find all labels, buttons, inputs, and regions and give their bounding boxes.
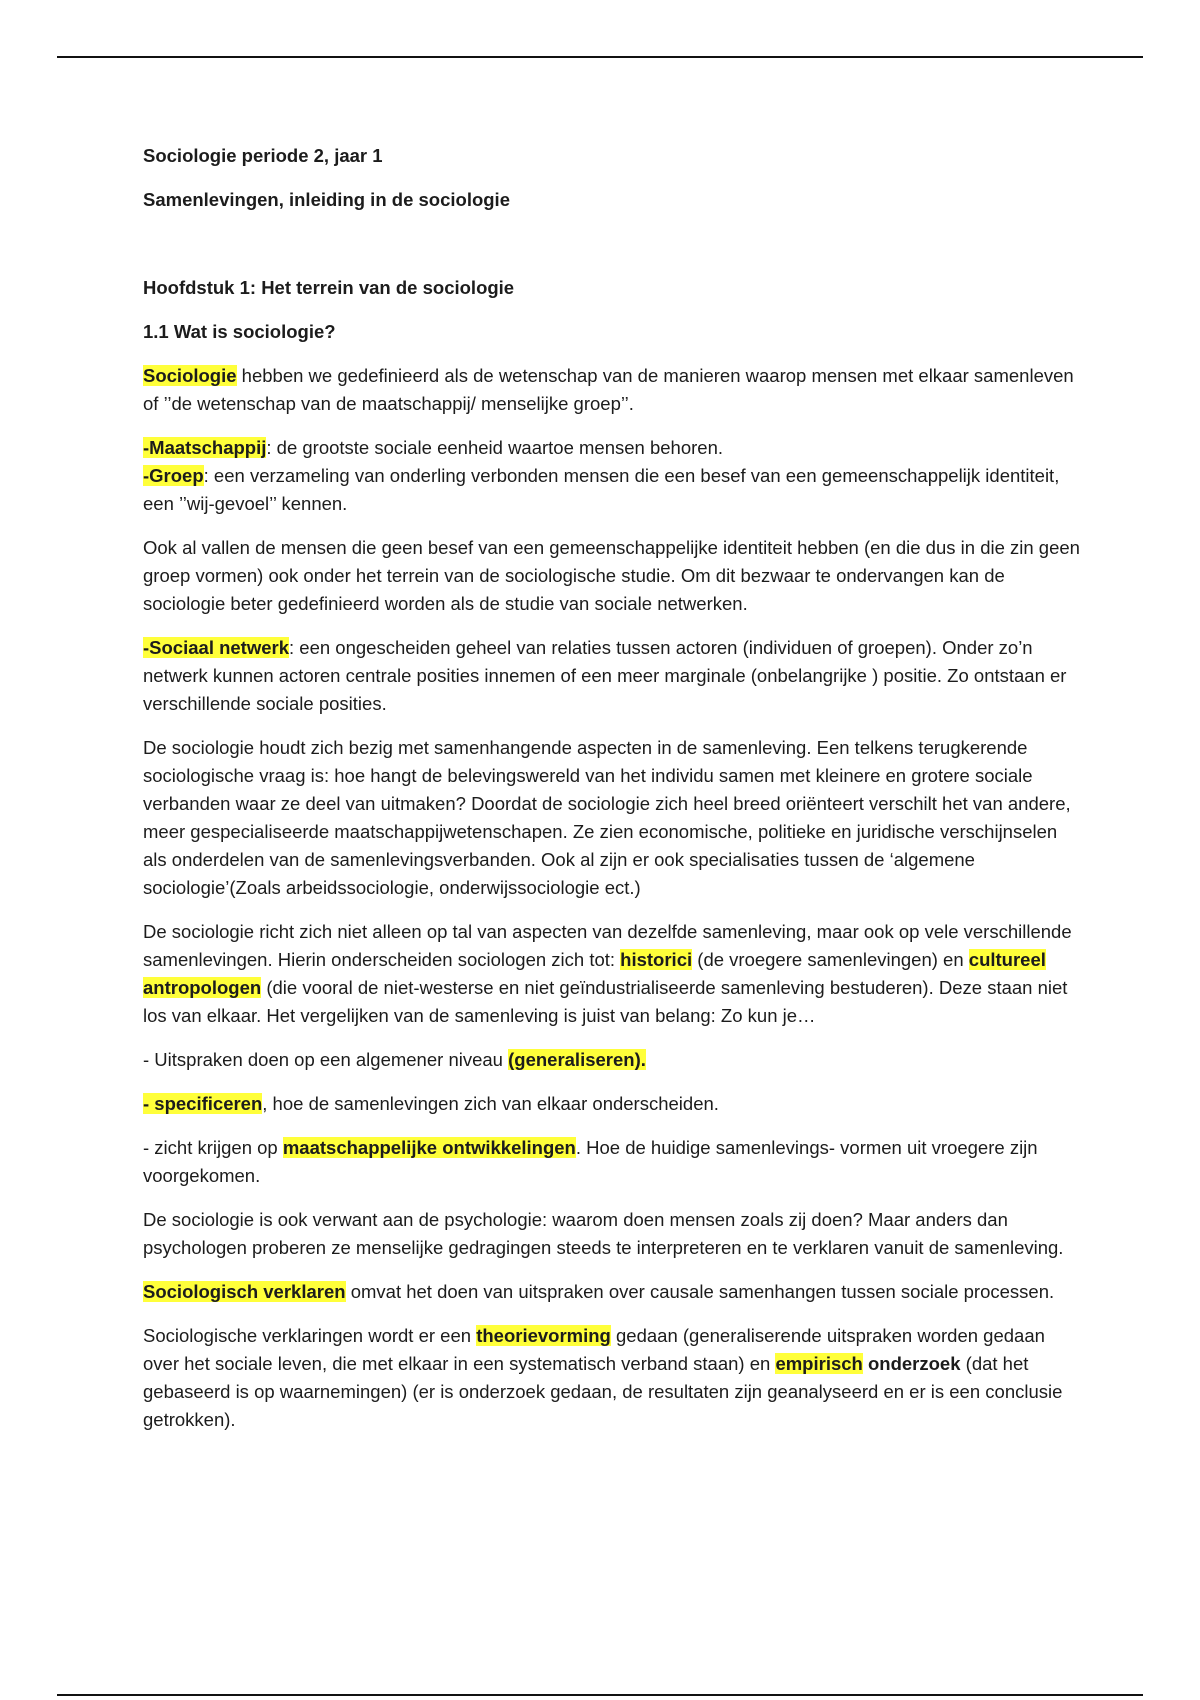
document-title: Sociologie periode 2, jaar 1 — [143, 145, 383, 166]
highlight-term: Groep — [149, 465, 204, 486]
paragraph-text: . Hoe de huidige samenlevings- vormen uit vroegere zijn voorgekomen. — [143, 1137, 1038, 1186]
bold-term: onderzoek — [862, 1353, 961, 1374]
document-page — [143, 142, 1083, 1450]
paragraph-definition-sociologie — [143, 362, 1083, 418]
paragraph-text: : de grootste sociale eenheid waartoe mensen behoren. — [266, 437, 724, 458]
section-heading: 1.1 Wat is sociologie? — [143, 321, 336, 342]
list-item-generaliseren — [143, 1046, 1083, 1074]
highlight-term: empirisch — [775, 1353, 863, 1374]
highlight-term: (generaliseren). — [508, 1049, 646, 1070]
paragraph-verklaringen — [143, 1322, 1083, 1434]
highlight-term: Sociaal netwerk — [149, 637, 290, 658]
list-item-ontwikkelingen — [143, 1134, 1083, 1190]
highlight-term: theorievorming — [476, 1325, 611, 1346]
highlight-term: Sociologie — [143, 365, 237, 386]
list-item-specificeren — [143, 1090, 1083, 1118]
paragraph-text: Ook al vallen de mensen die geen besef van een gemeenschappelijke identiteit hebben (en die dus in die zin geen groep vormen) ook onder het terrein van de sociologische studie. Om dit bezwaar te ondervangen kan de sociologie beter gedefinieerd worden als de studie van sociale netwerken. — [143, 537, 1080, 614]
paragraph-text: - zicht krijgen op — [143, 1137, 283, 1158]
paragraph-text: (de vroegere samenlevingen) en — [692, 949, 969, 970]
highlight-term: maatschappelijke ontwikkelingen — [282, 1137, 576, 1158]
paragraph-text: Sociologische verklaringen wordt er een — [143, 1325, 477, 1346]
paragraph-text: (dat het gebaseerd is op waarnemingen) (er is onderzoek gedaan, de resultaten zijn geanalyseerd en er is een conclusie getrokken). — [143, 1353, 1063, 1430]
highlight-term: cultureel antropologen — [143, 949, 1046, 998]
paragraph-sociaal-netwerk — [143, 634, 1083, 718]
chapter-heading: Hoofdstuk 1: Het terrein van de sociologie — [143, 277, 515, 298]
paragraph-text: , hoe de samenlevingen zich van elkaar onderscheiden. — [262, 1093, 719, 1114]
paragraph-text: : een verzameling van onderling verbonden mensen die een besef van een gemeenschappelijk identiteit, een ’’wij-gevoel’’ kennen. — [143, 465, 1060, 514]
highlight-term: historici — [620, 949, 693, 970]
highlight-prefix: - — [143, 437, 150, 458]
paragraph-samenlevingen — [143, 918, 1083, 1030]
document-subtitle: Samenlevingen, inleiding in de sociologie — [143, 189, 510, 210]
paragraph-text: gedaan (generaliserende uitspraken worden gedaan over het sociale leven, die met elkaar in een systematisch verband staan) en — [143, 1325, 1045, 1374]
highlight-prefix: - — [143, 637, 150, 658]
paragraph-text: hebben we gedefinieerd als de wetenschap van de manieren waarop mensen met elkaar samenleven of ’’de wetenschap van de maatschappij/ menselijke groep’’. — [143, 365, 1074, 414]
paragraph-text: - Uitspraken doen op een algemener niveau — [143, 1049, 509, 1070]
paragraph-definitions — [143, 434, 1083, 518]
bottom-rule — [57, 1694, 1143, 1696]
top-rule — [57, 56, 1143, 58]
paragraph-text: : een ongescheiden geheel van relaties tussen actoren (individuen of groepen). Onder zo’n netwerk kunnen actoren centrale posities innemen of een meer marginale (onbelangrijke ) positie. Zo ontstaan er verschillende sociale posities. — [143, 637, 1067, 714]
highlight-term: Sociologisch verklaren — [143, 1281, 346, 1302]
paragraph-text: De sociologie richt zich niet alleen op tal van aspecten van dezelfde samenleving, maar ook op vele verschillende samenlevingen. Hierin onderscheiden sociologen zich tot: — [143, 921, 1072, 970]
highlight-term: - specificeren — [143, 1093, 263, 1114]
paragraph-text: omvat het doen van uitspraken over causale samenhangen tussen sociale processen. — [345, 1281, 1055, 1302]
paragraph-text: (die vooral de niet-westerse en niet geïndustrialiseerde samenleving bestuderen). Deze staan niet los van elkaar. Het vergelijken van de samenleving is juist van belang: Zo kun je… — [143, 977, 1068, 1026]
highlight-prefix: - — [143, 465, 150, 486]
paragraph-text: De sociologie houdt zich bezig met samenhangende aspecten in de samenleving. Een telkens terugkerende sociologische vraag is: hoe hangt de belevingswereld van het individu samen met kleinere en grotere sociale verbanden waar ze deel van uitmaken? Doordat de sociologie zich heel breed oriënteert verschilt het van andere, meer gespecialiseerde maatschappijwetenschapen. Ze zien economische, politieke en juridische verschijnselen als onderdelen van de samenlevingsverbanden. Ook al zijn er ook specialisaties tussen de ‘algemene sociologie’(Zoals arbeidssociologie, onderwijssociologie ect.) — [143, 737, 1071, 898]
highlight-term: Maatschappij — [149, 437, 267, 458]
paragraph-sociologisch-verklaren — [143, 1278, 1083, 1306]
paragraph-text: De sociologie is ook verwant aan de psychologie: waarom doen mensen zoals zij doen? Maar anders dan psychologen proberen ze menselijke gedragingen steeds te interpreteren en te verklaren vanuit de samenleving. — [143, 1209, 1064, 1258]
